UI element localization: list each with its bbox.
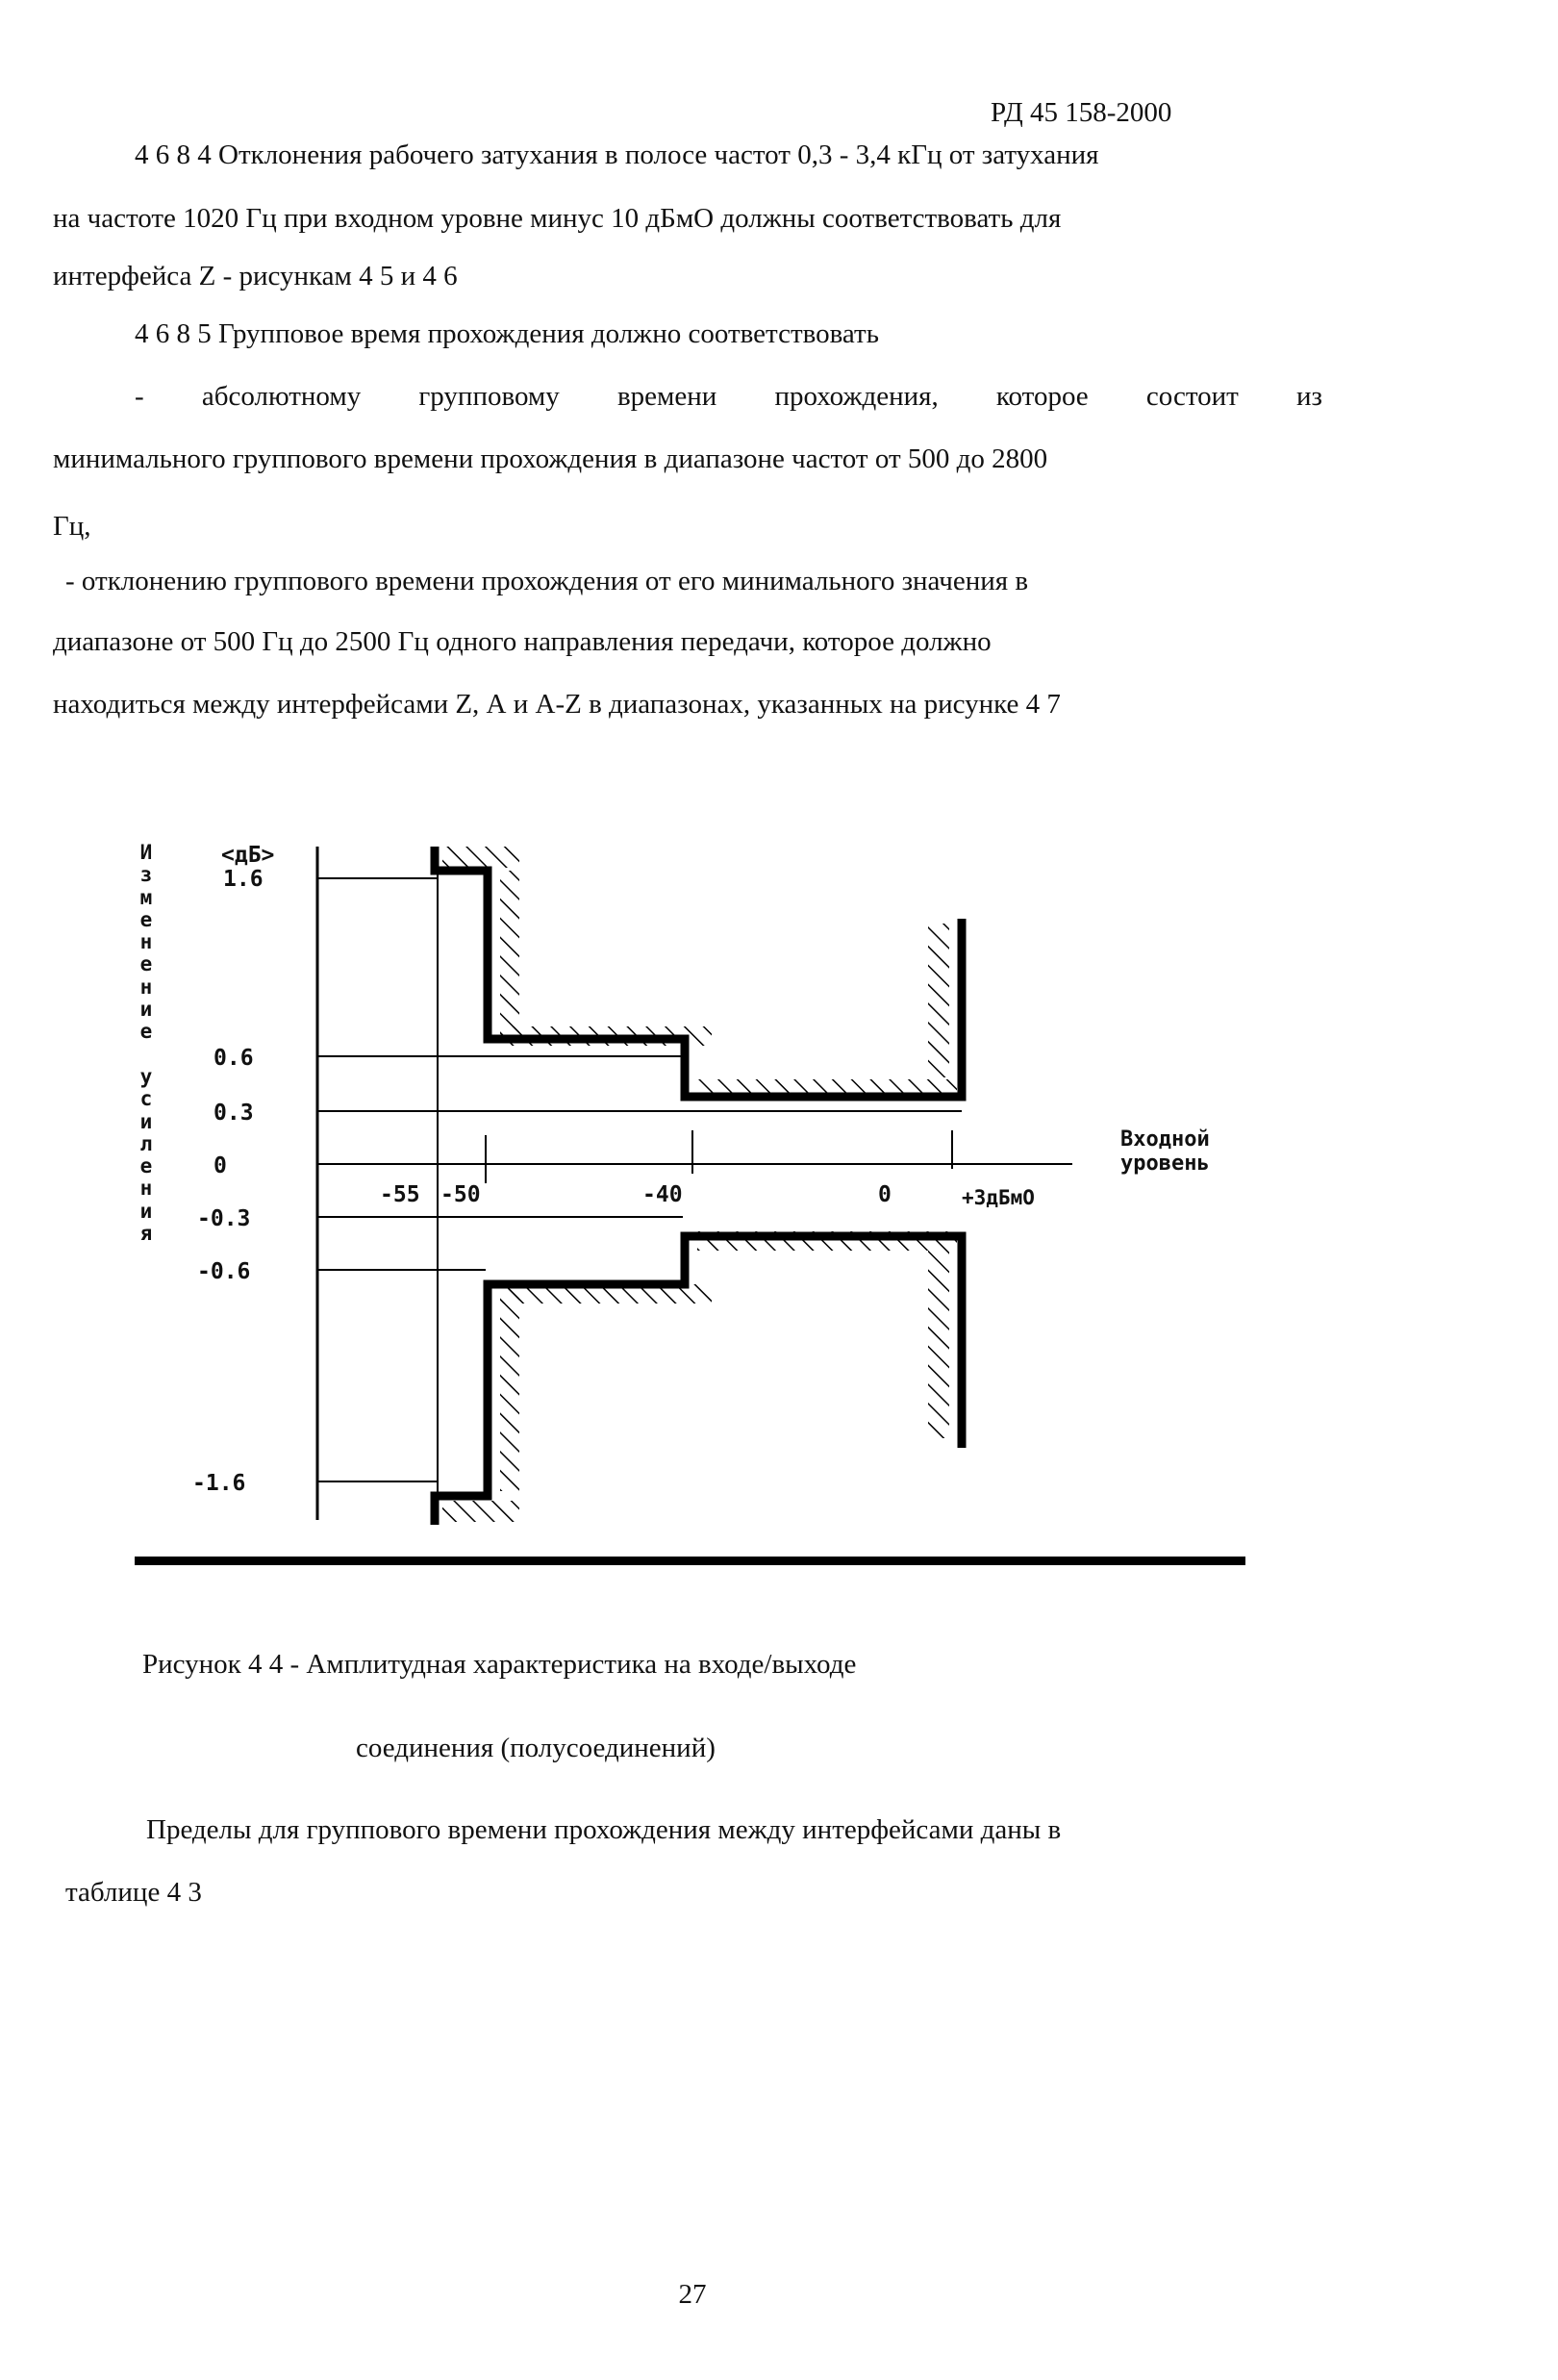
y-title-letter: м: [139, 885, 153, 909]
y-title-letter: н: [139, 975, 153, 999]
y-tick-label: 0.3: [214, 1101, 254, 1126]
paragraph-4684-line-1: 4 6 8 4 Отклонения рабочего затухания в полосе частот 0,3 - 3,4 кГц от затухания: [135, 139, 1099, 170]
list-item-1-line-3: Гц,: [53, 511, 91, 542]
closing-line-2: таблице 4 3: [65, 1877, 202, 1908]
y-title-letter: [135, 1044, 158, 1066]
y-title-letter: с: [139, 1087, 153, 1111]
y-tick-label: -0.3: [197, 1206, 251, 1231]
list-item-2-line-3: находиться между интерфейсами Z, А и А-Z в диапазонах, указанных на рисунке 4 7: [53, 689, 1061, 720]
x-tick-label: -40: [642, 1182, 683, 1207]
hatch-upper-right: [928, 924, 949, 1077]
y-tick-label: 0: [214, 1153, 227, 1178]
page-number: 27: [678, 2279, 707, 2310]
y-title-letter: у: [139, 1064, 153, 1088]
y-tick-label: -0.6: [197, 1259, 251, 1284]
paragraph-4684-line-3: интерфейса Z - рисункам 4 5 и 4 6: [53, 261, 458, 291]
y-title-letter: з: [139, 863, 153, 887]
list-item-1-line-1: - абсолютному групповому времени прохождения, которое состоит из: [135, 381, 1322, 412]
y-title-letter: н: [139, 1177, 153, 1201]
x-axis-title-line-1: Входной: [1120, 1127, 1210, 1152]
x-tick-label: 0: [878, 1182, 892, 1207]
figure-caption-line-2: соединения (полусоединений): [356, 1733, 716, 1763]
y-title-letter: е: [139, 907, 153, 931]
hatch-upper-top: [442, 847, 519, 868]
figure-bottom-rule: [135, 1557, 1245, 1565]
y-title-letter: е: [139, 1020, 153, 1044]
y-title-letter: л: [139, 1131, 153, 1155]
y-title-letter: И: [139, 841, 153, 864]
y-title-letter: и: [139, 1109, 153, 1133]
list-item-2-line-2: диапазоне от 500 Гц до 2500 Гц одного направления передачи, которое должно: [53, 626, 992, 657]
list-item-1-line-2: минимального группового времени прохождения в диапазоне частот от 500 до 2800: [53, 443, 1048, 474]
hatch-lower-vertical: [500, 1289, 519, 1491]
x-tick-label: -55: [380, 1182, 420, 1207]
y-tick-label: 0.6: [214, 1046, 254, 1071]
x-axis-title-line-2: уровень: [1120, 1152, 1210, 1176]
y-tick-label: -1.6: [192, 1471, 246, 1496]
paragraph-4685: 4 6 8 5 Групповое время прохождения должно соответствовать: [135, 318, 879, 349]
y-axis-title: [135, 842, 158, 1245]
closing-line-1: Пределы для группового времени прохождения между интерфейсами даны в: [146, 1814, 1062, 1845]
y-title-letter: я: [139, 1222, 153, 1246]
list-item-2-line-1: - отклонению группового времени прохождения от его минимального значения в: [65, 566, 1029, 596]
y-title-letter: е: [139, 1154, 153, 1178]
figure-caption-line-1: Рисунок 4 4 - Амплитудная характеристика на входе/выходе: [142, 1649, 857, 1680]
x-tick-label: +3дБмО: [962, 1186, 1035, 1209]
y-title-letter: и: [139, 1199, 153, 1223]
hatch-lower-right: [928, 1251, 949, 1438]
paragraph-4684-line-2: на частоте 1020 Гц при входном уровне минус 10 дБмО должны соответствовать для: [53, 203, 1062, 234]
y-tick-label: 1.6: [223, 867, 264, 892]
hatch-upper-vertical: [500, 871, 519, 1039]
hatch-lower-bottom: [442, 1501, 519, 1522]
y-title-letter: н: [139, 930, 153, 954]
y-title-letter: и: [139, 998, 153, 1022]
y-title-letter: е: [139, 952, 153, 976]
document-id: РД 45 158-2000: [991, 97, 1172, 128]
y-axis-unit: <дБ>: [221, 843, 275, 868]
x-tick-label: -50: [440, 1182, 481, 1207]
